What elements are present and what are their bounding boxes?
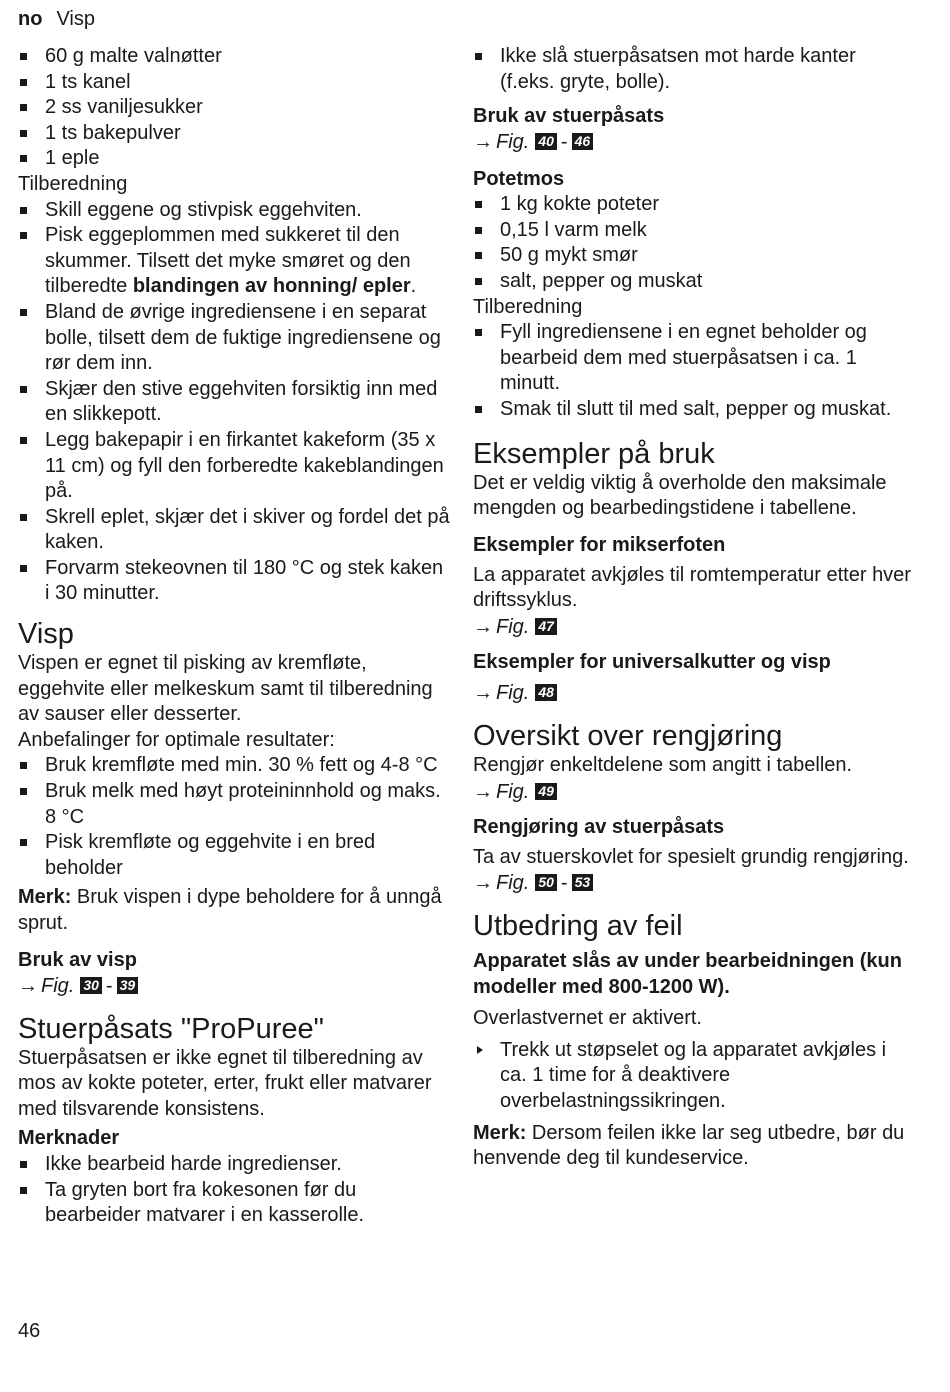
fig-badge: 39 [117, 977, 139, 994]
list-item: 60 g malte valnøtter [18, 44, 450, 70]
fig-word: Fig. [496, 780, 530, 803]
visp-intro: Vispen er egnet til pisking av kremfløte, eggehvite eller melkeskum samt til tilberedning av sauser eller desserter. [18, 652, 433, 726]
list-item: Bland de øvrige ingrediensene i en separat bolle, tilsett dem de fuktige ingrediensene og rør dem inn. [18, 300, 450, 377]
visp-recs [18, 753, 450, 881]
notes-title: Merknader [18, 1127, 120, 1150]
page-header [18, 6, 95, 32]
fig-badge: 48 [535, 684, 557, 701]
fig-badge: 50 [535, 874, 557, 891]
fig-reference [473, 614, 913, 641]
fig-dash: - [105, 974, 113, 997]
action-list [473, 1038, 913, 1115]
ingredient-list [18, 44, 450, 172]
list-item: Fyll ingrediensene i en egnet beholder og bearbeid dem med stuerpåsatsen i ca. 1 minutt. [473, 320, 913, 397]
list-item: Ta gryten bort fra kokesonen før du bearbeider matvarer i en kasserolle. [18, 1178, 450, 1229]
mixer-heading: Eksempler for mikserfoten [473, 533, 726, 556]
section-name: Visp [56, 8, 95, 30]
fig-dash: - [560, 872, 568, 895]
list-item: Skrell eplet, skjær det i skiver og fordel det på kaken. [18, 505, 450, 556]
potetmos-steps [473, 320, 913, 422]
arrow-right-icon: → [473, 780, 493, 803]
fig-badge: 46 [572, 133, 594, 150]
trouble-note [473, 1121, 913, 1172]
notes-heading [18, 1126, 450, 1152]
examples-heading: Eksempler på bruk [473, 437, 715, 470]
arrow-right-icon: → [473, 615, 493, 638]
arrow-right-icon: → [473, 681, 493, 704]
propuree-heading: Stuerpåsats "ProPuree" [18, 1012, 324, 1045]
cutter-heading: Eksempler for universalkutter og visp [473, 650, 831, 673]
list-item: salt, pepper og muskat [473, 269, 913, 295]
list-item: 0,15 l varm melk [473, 218, 913, 244]
cleaning-text: Rengjør enkeltdelene som angitt i tabellen. [473, 753, 853, 776]
visp-heading: Visp [18, 618, 74, 651]
list-item: Skill eggene og stivpisk eggehviten. [18, 198, 450, 224]
page-number: 46 [18, 1320, 41, 1342]
list-item: 1 ts bakepulver [18, 121, 450, 147]
list-item: Skjær den stive eggehviten forsiktig inn med en slikkepott. [18, 377, 450, 428]
fig-badge: 49 [535, 783, 557, 800]
mixer-text: La apparatet avkjøles til romtemperatur etter hver driftssyklus. [473, 563, 911, 612]
right-column [473, 44, 913, 1172]
visp-note [18, 885, 450, 936]
arrow-right-icon: → [18, 974, 38, 997]
list-item: Ikke bearbeid harde ingredienser. [18, 1152, 450, 1178]
fig-word: Fig. [496, 131, 530, 154]
list-item: 2 ss vaniljesukker [18, 95, 450, 121]
propuree-notes [18, 1152, 450, 1229]
left-column [18, 44, 450, 1229]
fig-dash: - [560, 131, 568, 154]
fig-word: Fig. [496, 872, 530, 895]
list-item: Ikke slå stuerpåsatsen mot harde kanter (f.eks. gryte, bolle). [473, 44, 913, 95]
list-item: Smak til slutt til med salt, pepper og muskat. [473, 397, 913, 423]
step-emphasis: blandingen av honning/ epler [132, 275, 411, 298]
note-text: Bruk vispen i dype beholdere for å unngå sprut. [18, 886, 442, 934]
fig-reference [18, 973, 450, 1000]
list-item: 50 g mykt smør [473, 243, 913, 269]
fig-reference [473, 870, 913, 897]
language-code: no [18, 8, 43, 30]
fig-reference [473, 779, 913, 806]
stuer-cleaning-heading: Rengjøring av stuerpåsats [473, 815, 725, 838]
stuer-cleaning-text: Ta av stuerskovlet for spesielt grundig rengjøring. [473, 845, 909, 868]
fig-word: Fig. [41, 974, 75, 997]
list-item [18, 223, 450, 300]
stuer-usage-heading: Bruk av stuerpåsats [473, 105, 665, 128]
cleaning-heading: Oversikt over rengjøring [473, 719, 783, 752]
list-item: Legg bakepapir i en firkantet kakeform (35 x 11 cm) og fyll den forberedte kakeblandingen på. [18, 428, 450, 505]
list-item: 1 kg kokte poteter [473, 192, 913, 218]
fig-reference [473, 129, 913, 156]
fig-word: Fig. [496, 681, 530, 704]
potetmos-heading: Potetmos [473, 168, 565, 191]
list-item: 1 eple [18, 146, 450, 172]
note-label: Merk: [473, 1121, 527, 1144]
list-item: Trekk ut støpselet og la apparatet avkjøles i ca. 1 time for å deaktivere overbelastningssikringen. [473, 1038, 913, 1115]
list-item: 1 ts kanel [18, 70, 450, 96]
step-text: Pisk eggeplommen med sukkeret til den skummer. Tilsett det myke smøret og den tilberedte [45, 224, 411, 298]
problem-bold: Apparatet slås av under bearbeidningen (kun modeller med 800-1200 W). [473, 950, 902, 998]
list-item: Forvarm stekeovnen til 180 °C og stek kaken i 30 minutter. [18, 556, 450, 607]
fig-badge: 40 [535, 133, 557, 150]
note-text: Dersom feilen ikke lar seg utbedre, bør du henvende deg til kundeservice. [473, 1121, 905, 1170]
list-item: Bruk melk med høyt proteininnhold og maks. 8 °C [18, 779, 450, 830]
examples-intro: Det er veldig viktig å overholde den maksimale mengden og bearbedingstidene i tabellene. [473, 471, 887, 520]
fig-badge: 47 [535, 618, 557, 635]
note-label: Merk: [18, 886, 72, 909]
problem-text [473, 949, 913, 1000]
propuree-notes-cont [473, 44, 913, 95]
arrow-right-icon: → [473, 131, 493, 154]
prep-label: Tilberedning [473, 295, 583, 318]
arrow-right-icon: → [473, 872, 493, 895]
list-item: Pisk kremfløte og eggehvite i en bred beholder [18, 830, 450, 881]
potetmos-ingredients [473, 192, 913, 294]
list-item: Bruk kremfløte med min. 30 % fett og 4-8 °C [18, 753, 450, 779]
fig-reference [473, 680, 913, 707]
fig-word: Fig. [496, 615, 530, 638]
troubleshooting-heading: Utbedring av feil [473, 910, 683, 943]
visp-usage-heading: Bruk av visp [18, 948, 137, 971]
fig-badge: 53 [572, 874, 594, 891]
prep-steps [18, 198, 450, 608]
step-end: . [410, 275, 417, 298]
cause-text: Overlastvernet er aktivert. [473, 1007, 702, 1030]
propuree-intro: Stuerpåsatsen er ikke egnet til tilberedning av mos av kokte poteter, erter, frukt eller matvarer med tilsvarende konsistens. [18, 1046, 432, 1120]
fig-badge: 30 [80, 977, 102, 994]
prep-label: Tilberedning [18, 172, 128, 195]
visp-recs-label: Anbefalinger for optimale resultater: [18, 728, 335, 751]
